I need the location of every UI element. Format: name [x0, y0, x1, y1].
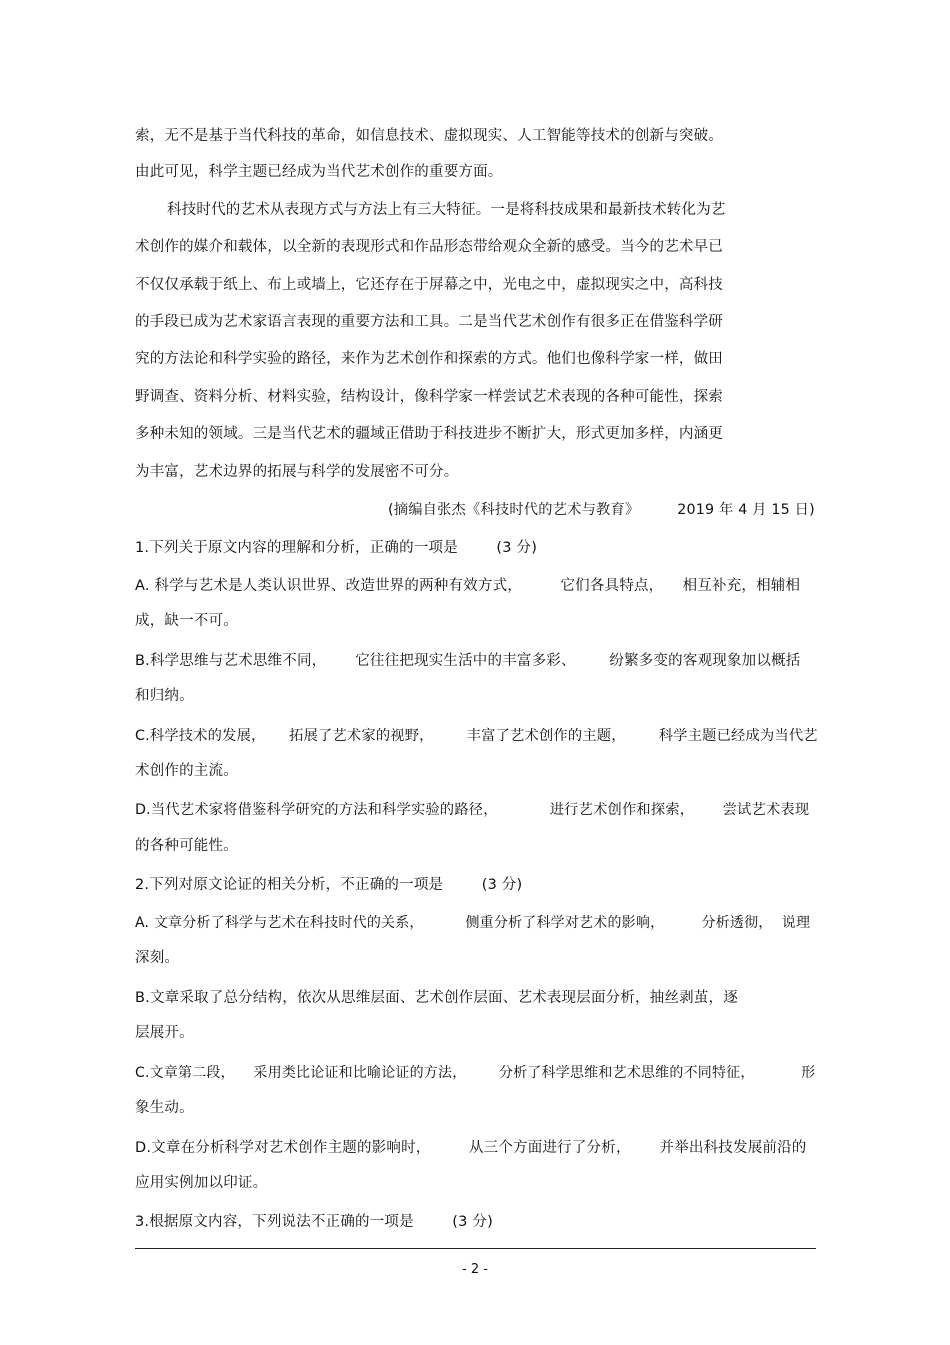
passage-line: 为丰富，艺术边界的拓展与科学的发展密不可分。 — [135, 464, 459, 480]
option-a-cont: 深刻。 — [135, 950, 180, 966]
option-a-cont: 成，缺一不可。 — [135, 613, 238, 629]
option-c-cont: 术创作的主流。 — [135, 763, 238, 779]
source-citation: (摘编自张杰《科技时代的艺术与教育》 2019 年 4 月 15 日) — [388, 502, 815, 518]
passage-line: 术创作的媒介和载体，以全新的表现形式和作品形态带给观众全新的感受。当今的艺术早已 — [135, 239, 723, 255]
passage-line: 不仅仅承载于纸上、布上或墙上，它还存在于屏幕之中，光电之中，虚拟现实之中，高科技 — [135, 277, 723, 293]
footer-divider — [135, 1248, 816, 1249]
passage-line: 野调查、资料分析、材料实验，结构设计，像科学家一样尝试艺术表现的各种可能性，探索 — [135, 389, 723, 405]
passage-line: 科技时代的艺术从表现方式与方法上有三大特征。一是将科技成果和最新技术转化为艺 — [167, 202, 726, 218]
option-a: A. 科学与艺术是人类认识世界、改造世界的两种有效方式， 它们各具特点， 相互补充，相辅相 — [135, 578, 801, 594]
question-stem: 2.下列对原文论证的相关分析，不正确的一项是 (3 分) — [135, 877, 523, 893]
option-b: B.文章采取了总分结构，依次从思维层面、艺术创作层面、艺术表现层面分析，抽丝剥茧，逐 — [135, 990, 738, 1006]
option-b: B.科学思维与艺术思维不同， 它往往把现实生活中的丰富多彩、 纷繁多变的客观现象加以概括 — [135, 653, 801, 669]
passage-line: 究的方法论和科学实验的路径，来作为艺术创作和探索的方式。他们也像科学家一样，做田 — [135, 351, 723, 367]
passage-line: 由此可见，科学主题已经成为当代艺术创作的重要方面。 — [135, 164, 503, 180]
option-c: C.文章第二段， 采用类比论证和比喻论证的方法， 分析了科学思维和艺术思维的不同特征， 形 — [135, 1065, 816, 1081]
option-d-cont: 应用实例加以印证。 — [135, 1175, 268, 1191]
option-b-cont: 和归纳。 — [135, 688, 194, 704]
option-c-cont: 象生动。 — [135, 1100, 194, 1116]
option-d: D.文章在分析科学对艺术创作主题的影响时， 从三个方面进行了分析， 并举出科技发展前沿的 — [135, 1140, 807, 1156]
passage-line: 索，无不是基于当代科技的革命，如信息技术、虚拟现实、人工智能等技术的创新与突破。 — [135, 128, 723, 144]
option-d: D.当代艺术家将借鉴科学研究的方法和科学实验的路径， 进行艺术创作和探索， 尝试艺术表现 — [135, 802, 810, 818]
passage-line: 的手段已成为艺术家语言表现的重要方法和工具。二是当代艺术创作有很多正在借鉴科学研 — [135, 314, 723, 330]
option-b-cont: 层展开。 — [135, 1025, 194, 1041]
question-stem: 3.根据原文内容，下列说法不正确的一项是 (3 分) — [135, 1214, 493, 1230]
passage-line: 多种未知的领域。三是当代艺术的疆域正借助于科技进步不断扩大，形式更加多样，内涵更 — [135, 426, 723, 442]
option-d-cont: 的各种可能性。 — [135, 838, 238, 854]
question-stem: 1.下列关于原文内容的理解和分析，正确的一项是 (3 分) — [135, 540, 538, 556]
option-c: C.科学技术的发展， 拓展了艺术家的视野， 丰富了艺术创作的主题， 科学主题已经成为当代艺 — [135, 728, 818, 744]
option-a: A. 文章分析了科学与艺术在科技时代的关系， 侧重分析了科学对艺术的影响， 分析透彻， 说理 — [135, 915, 811, 931]
page-number: - 2 - — [462, 1262, 488, 1277]
